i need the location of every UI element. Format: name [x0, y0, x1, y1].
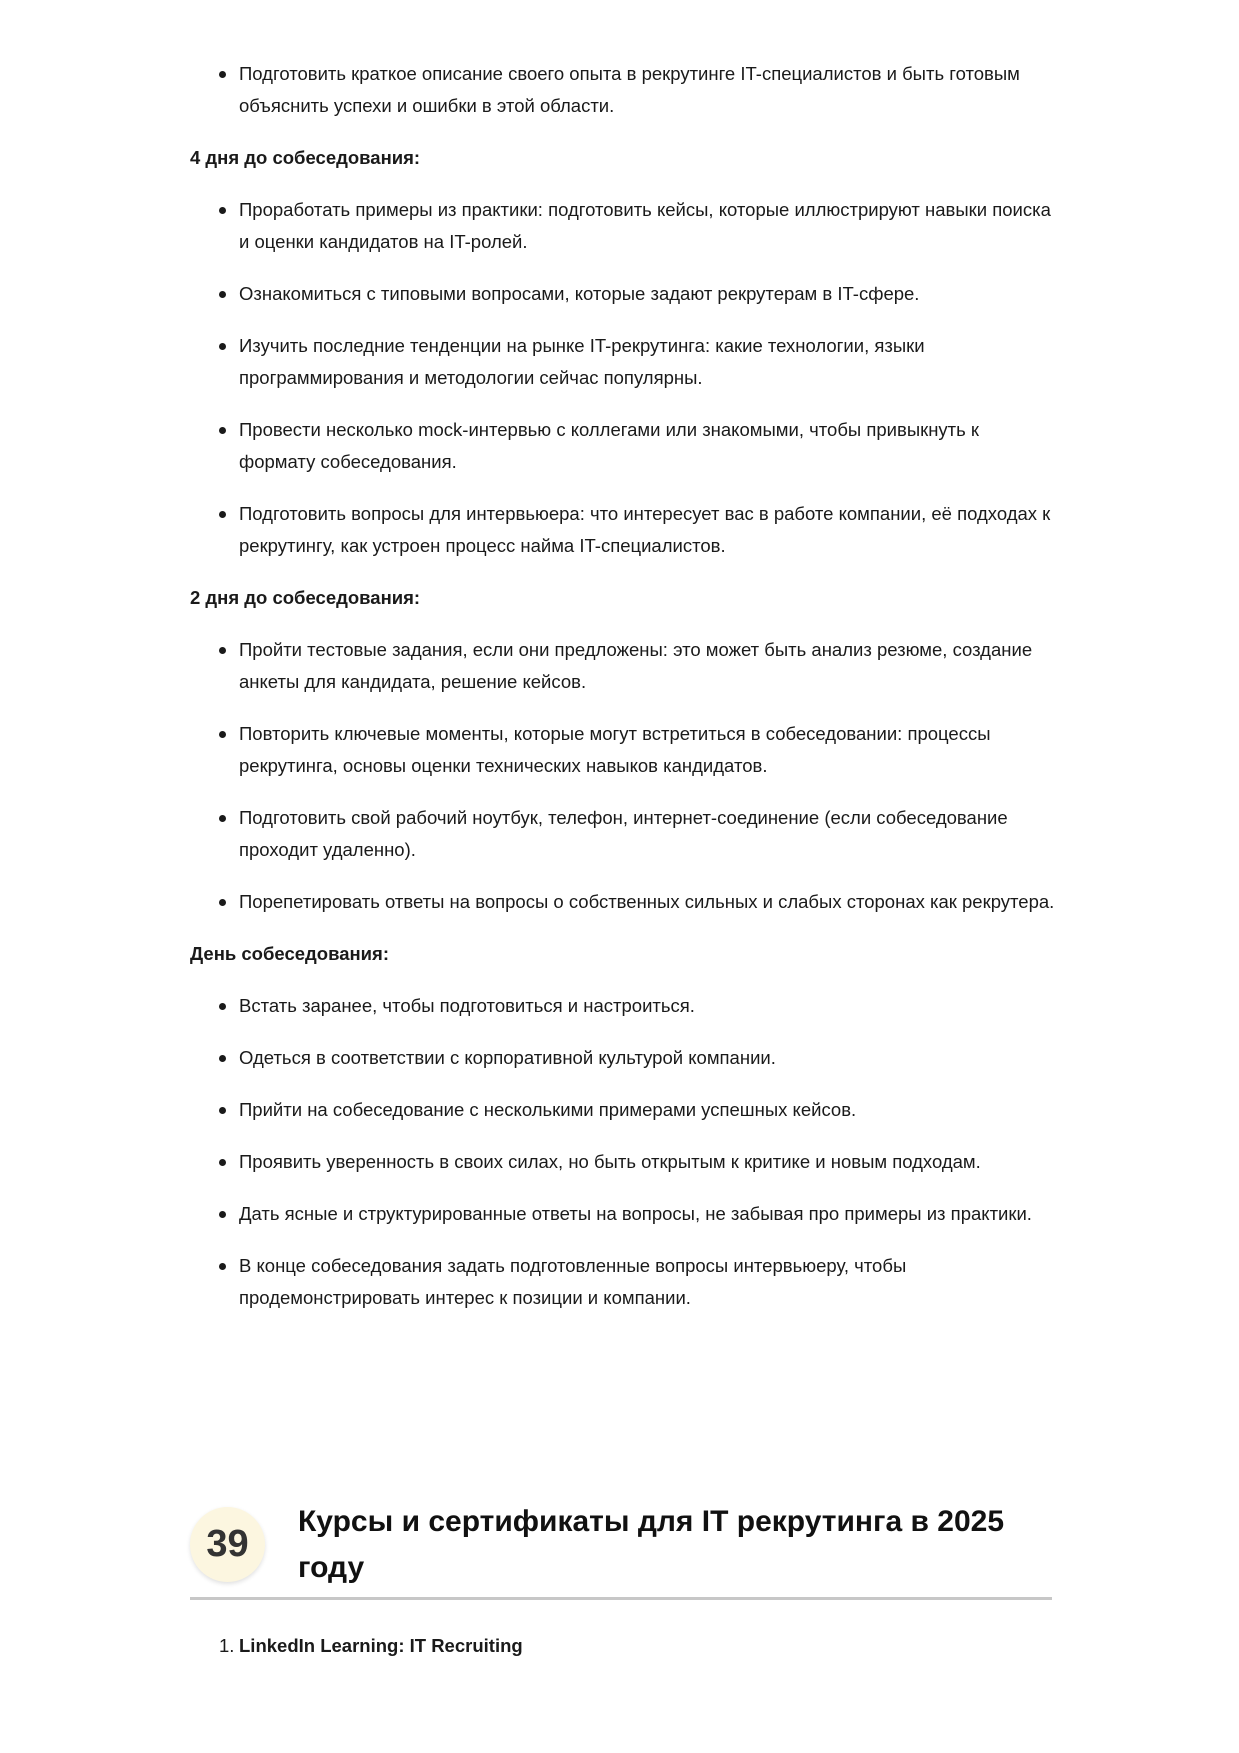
list-item: Повторить ключевые моменты, которые могут встретиться в собеседовании: процессы рекрутинга, основы оценки технических навыков кандидатов. — [190, 718, 1055, 782]
list-item: Прийти на собеседование с несколькими примерами успешных кейсов. — [190, 1094, 1055, 1126]
section-heading-2-days: 2 дня до собеседования: — [190, 587, 421, 608]
section-heading-interview-day: День собеседования: — [190, 943, 389, 964]
section-list-interview-day — [190, 990, 1055, 1314]
list-item — [190, 1630, 1055, 1662]
list-item: Встать заранее, чтобы подготовиться и настроиться. — [190, 990, 1055, 1022]
list-item: Ознакомиться с типовыми вопросами, которые задают рекрутерам в IT-сфере. — [190, 278, 1055, 310]
chapter-number-badge: 39 — [190, 1507, 265, 1582]
intro-list — [190, 58, 1055, 122]
list-item-number: 1. — [219, 1635, 235, 1656]
courses-list — [190, 1630, 1055, 1662]
document-body — [190, 58, 1055, 1334]
list-item: Порепетировать ответы на вопросы о собственных сильных и слабых сторонах как рекрутера. — [190, 886, 1055, 918]
list-item: Подготовить вопросы для интервьюера: что интересует вас в работе компании, её подходах к рекрутингу, как устроен процесс найма IT-специалистов. — [190, 498, 1055, 562]
list-item: Дать ясные и структурированные ответы на вопросы, не забывая про примеры из практики. — [190, 1198, 1055, 1230]
section-list-2-days — [190, 634, 1055, 918]
list-item: Одеться в соответствии с корпоративной культурой компании. — [190, 1042, 1055, 1074]
list-item: Пройти тестовые задания, если они предложены: это может быть анализ резюме, создание анкеты для кандидата, решение кейсов. — [190, 634, 1055, 698]
list-item: В конце собеседования задать подготовленные вопросы интервьюеру, чтобы продемонстрировать интерес к позиции и компании. — [190, 1250, 1055, 1314]
list-item: Проработать примеры из практики: подготовить кейсы, которые иллюстрируют навыки поиска и оценки кандидатов на IT-ролей. — [190, 194, 1055, 258]
list-item: Провести несколько mock-интервью с коллегами или знакомыми, чтобы привыкнуть к формату собеседования. — [190, 414, 1055, 478]
list-item: Подготовить свой рабочий ноутбук, телефон, интернет-соединение (если собеседование проходит удаленно). — [190, 802, 1055, 866]
chapter-title: Курсы и сертификаты для IT рекрутинга в 2025 году — [298, 1505, 1005, 1584]
section-heading-4-days: 4 дня до собеседования: — [190, 147, 421, 168]
list-item: Изучить последние тенденции на рынке IT-рекрутинга: какие технологии, языки программирования и методологии сейчас популярны. — [190, 330, 1055, 394]
list-item: Подготовить краткое описание своего опыта в рекрутинге IT-специалистов и быть готовым объяснить успехи и ошибки в этой области. — [190, 58, 1055, 122]
course-title: LinkedIn Learning: IT Recruiting — [239, 1635, 523, 1656]
section-list-4-days — [190, 194, 1055, 562]
chapter-heading — [190, 1495, 1052, 1600]
list-item: Проявить уверенность в своих силах, но быть открытым к критике и новым подходам. — [190, 1146, 1055, 1178]
